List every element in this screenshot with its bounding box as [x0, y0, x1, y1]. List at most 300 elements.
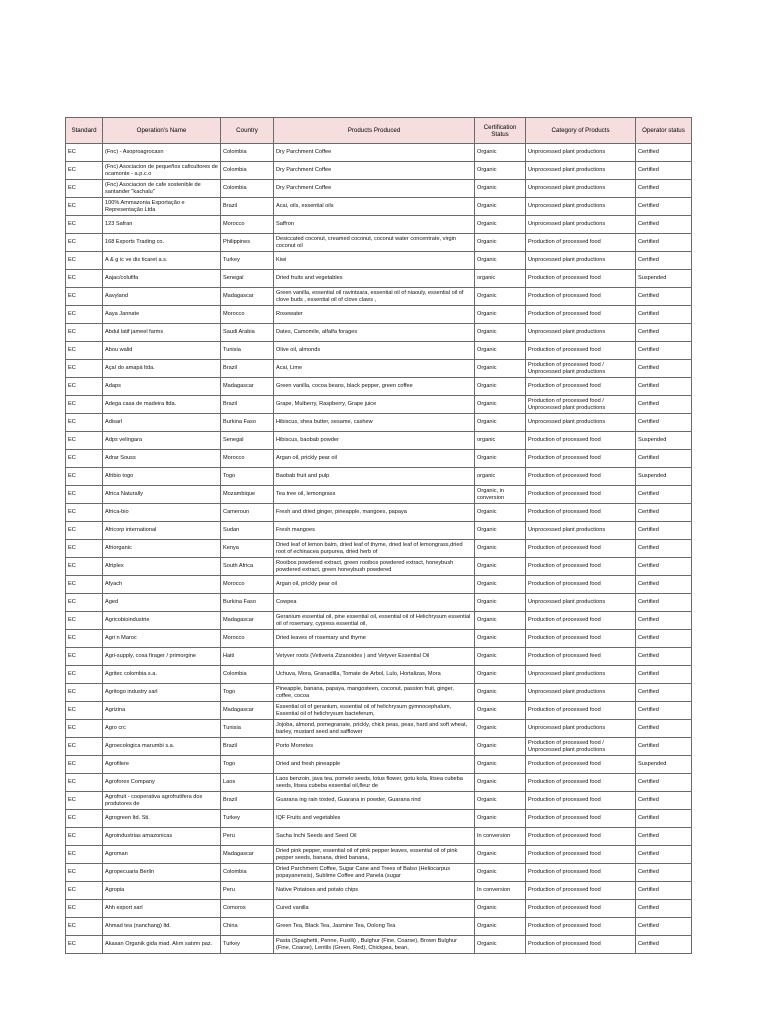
country-cell [221, 594, 274, 612]
table-row [66, 918, 692, 936]
category-cell [526, 288, 636, 306]
category-cell-text: Production of processed food [528, 563, 601, 570]
standard-cell [66, 594, 103, 612]
operator-status-cell-text: Certified [638, 329, 659, 336]
operation-name-cell-text: Agroecologica marumbi s.a. [105, 743, 175, 750]
certification-status-cell [475, 702, 526, 720]
category-cell [526, 774, 636, 792]
category-cell [526, 504, 636, 522]
category-cell [526, 360, 636, 378]
standard-cell-text: EC [68, 293, 76, 300]
country-cell-text: Togo [223, 761, 236, 768]
certification-status-cell [475, 504, 526, 522]
operator-status-cell-text: Certified [638, 671, 659, 678]
products-cell [274, 936, 475, 954]
category-cell-text: Unprocessed plant productions [528, 167, 606, 174]
category-cell [526, 270, 636, 288]
operator-status-cell-text: Certified [638, 815, 659, 822]
country-cell [221, 342, 274, 360]
operator-status-cell-text: Suspended [638, 473, 667, 480]
operation-name-cell-text: 123 Safran [105, 221, 133, 228]
certification-status-cell-text: Organic [477, 599, 497, 606]
operator-status-cell-text: Certified [638, 689, 659, 696]
certification-status-cell-text: Organic [477, 347, 497, 354]
category-cell-text: Production of processed food [528, 851, 601, 858]
country-cell [221, 918, 274, 936]
table-row [66, 468, 692, 486]
operation-name-cell-text: Ahmad tea (nanchang) ltd. [105, 923, 171, 930]
standard-cell [66, 396, 103, 414]
products-cell [274, 522, 475, 540]
standard-cell-text: EC [68, 311, 76, 318]
certification-status-cell-text: organic [477, 473, 496, 480]
standard-cell-text: EC [68, 671, 76, 678]
table-row [66, 486, 692, 504]
operation-name-cell-text: Açaí do amapá ltda. [105, 365, 155, 372]
country-cell-text: Togo [223, 689, 236, 696]
country-cell-text: South Africa [223, 563, 254, 570]
operation-name-cell [103, 234, 221, 252]
operation-name-cell-text: Adega casa de madeira ltda. [105, 401, 177, 408]
country-cell-text: Laos [223, 779, 236, 786]
country-cell-text: Tunisia [223, 725, 241, 732]
operation-name-cell [103, 180, 221, 198]
category-cell-text: Production of processed food / Unprocessed plant productions [528, 740, 606, 753]
operator-status-cell [636, 810, 692, 828]
category-cell-text: Unprocessed plant productions [528, 527, 606, 534]
country-cell [221, 432, 274, 450]
standard-cell [66, 828, 103, 846]
operator-status-cell-text: Certified [638, 635, 659, 642]
standard-cell-text: EC [68, 563, 76, 570]
operator-status-cell [636, 936, 692, 954]
category-cell-text: Production of processed food [528, 491, 601, 498]
operator-status-cell [636, 396, 692, 414]
table-body [66, 144, 692, 954]
operator-status-cell-text: Certified [638, 851, 659, 858]
category-cell [526, 828, 636, 846]
products-cell-text: Green Tea, Black Tea, Jasmine Tea, Oolong Tea [276, 923, 396, 930]
certification-status-cell-text: Organic [477, 311, 497, 318]
certification-status-cell-text: Organic [477, 527, 497, 534]
products-cell-text: Argan oil, prickly pear oil [276, 455, 337, 462]
operation-name-cell [103, 936, 221, 954]
category-cell-text: Production of processed food [528, 347, 601, 354]
products-cell-text: Acai, oils, essential oils [276, 203, 334, 210]
products-cell-text: Dry Parchment Coffee [276, 185, 332, 192]
category-cell-text: Production of processed food [528, 275, 601, 282]
products-cell [274, 378, 475, 396]
category-cell [526, 180, 636, 198]
category-cell-text: Unprocessed plant productions [528, 671, 606, 678]
standard-cell-text: EC [68, 491, 76, 498]
country-cell-text: Turkey [223, 815, 240, 822]
certification-status-cell-text: Organic [477, 221, 497, 228]
category-cell [526, 252, 636, 270]
standard-cell-text: EC [68, 599, 76, 606]
operator-status-cell [636, 198, 692, 216]
standard-cell [66, 774, 103, 792]
standard-cell-text: EC [68, 167, 76, 174]
table-row [66, 342, 692, 360]
country-cell [221, 486, 274, 504]
products-cell [274, 594, 475, 612]
operator-status-cell-text: Certified [638, 653, 659, 660]
products-cell [274, 900, 475, 918]
standard-cell-text: EC [68, 347, 76, 354]
category-cell [526, 378, 636, 396]
operator-status-cell [636, 900, 692, 918]
operator-status-cell-text: Certified [638, 707, 659, 714]
operator-status-cell [636, 828, 692, 846]
standard-cell-text: EC [68, 833, 76, 840]
certification-status-cell [475, 270, 526, 288]
table-row [66, 162, 692, 180]
table-row [66, 198, 692, 216]
operator-status-cell [636, 558, 692, 576]
certification-status-cell-text: Organic [477, 365, 497, 372]
operator-status-cell-text: Certified [638, 545, 659, 552]
country-cell-text: Brazil [223, 365, 237, 372]
table-row [66, 936, 692, 954]
country-cell [221, 522, 274, 540]
table-row [66, 540, 692, 558]
operator-status-cell-text: Certified [638, 203, 659, 210]
category-cell-text: Production of processed feed [528, 653, 601, 660]
operation-name-cell [103, 324, 221, 342]
operation-name-cell [103, 918, 221, 936]
certification-status-cell [475, 774, 526, 792]
standard-cell-text: EC [68, 275, 76, 282]
country-cell-text: Saudi Arabia [223, 329, 255, 336]
country-cell-text: Colombia [223, 185, 247, 192]
category-cell [526, 882, 636, 900]
operator-status-cell-text: Certified [638, 401, 659, 408]
category-cell-text: Unprocessed plant productions [528, 689, 606, 696]
country-cell-text: Philippines [223, 239, 251, 246]
certification-status-cell-text: Organic [477, 455, 497, 462]
certification-status-cell-text: Organic [477, 923, 497, 930]
operator-status-cell [636, 180, 692, 198]
operator-status-cell [636, 882, 692, 900]
certification-status-cell [475, 342, 526, 360]
category-cell [526, 864, 636, 882]
operation-name-cell-text: Adps velingara [105, 437, 143, 444]
country-cell-text: Morocco [223, 635, 245, 642]
products-cell-text: Desiccated coconut, creamed coconut, coconut water concentrate, virgin coconut oil [276, 236, 457, 249]
certification-status-cell-text: Organic [477, 851, 497, 858]
operator-status-cell [636, 594, 692, 612]
products-cell-text: Cowpea [276, 599, 297, 606]
products-cell-text: Grape, Mulberry, Raspberry, Grape juice [276, 401, 377, 408]
category-cell [526, 918, 636, 936]
certification-status-cell-text: Organic [477, 581, 497, 588]
category-cell-text: Production of processed food [528, 311, 601, 318]
standard-cell-text: EC [68, 743, 76, 750]
certification-status-cell [475, 396, 526, 414]
products-cell [274, 684, 475, 702]
country-cell-text: Morocco [223, 311, 245, 318]
country-cell-text: Cameroun [223, 509, 250, 516]
standard-cell [66, 468, 103, 486]
certification-status-cell [475, 882, 526, 900]
operator-status-cell-text: Suspended [638, 761, 667, 768]
certification-status-cell-text: Organic [477, 761, 497, 768]
products-cell-text: Fresh mangoes [276, 527, 315, 534]
operator-status-cell [636, 774, 692, 792]
products-cell-text: Cured vanilla [276, 905, 309, 912]
operator-status-cell [636, 864, 692, 882]
table-row [66, 648, 692, 666]
table-row [66, 504, 692, 522]
products-cell-text: Rooibos powdered extract, green rooibos powdered extract, honeybush powdered extract, green honeybush powdered [276, 560, 454, 573]
products-cell-text: Dates, Camomile, alfalfa forages [276, 329, 358, 336]
table-row [66, 864, 692, 882]
certification-status-cell [475, 180, 526, 198]
certification-status-cell-text: Organic [477, 653, 497, 660]
standard-cell [66, 900, 103, 918]
operation-name-cell-text: Africorp international [105, 527, 157, 534]
products-cell [274, 810, 475, 828]
certification-status-cell-text: Organic [477, 383, 497, 390]
country-cell [221, 162, 274, 180]
certification-status-cell [475, 540, 526, 558]
products-cell [274, 666, 475, 684]
country-cell-text: Brazil [223, 401, 237, 408]
operation-name-cell [103, 432, 221, 450]
operator-status-cell-text: Certified [638, 527, 659, 534]
operation-name-cell [103, 666, 221, 684]
standard-cell-text: EC [68, 869, 76, 876]
operator-status-cell-text: Certified [638, 383, 659, 390]
operator-status-cell [636, 504, 692, 522]
standard-cell [66, 360, 103, 378]
products-cell [274, 396, 475, 414]
category-cell-text: Production of processed food [528, 293, 601, 300]
certification-status-cell [475, 306, 526, 324]
table-row [66, 270, 692, 288]
standard-cell-text: EC [68, 365, 76, 372]
table-row [66, 594, 692, 612]
category-cell [526, 540, 636, 558]
country-cell [221, 216, 274, 234]
operation-name-cell-text: Adrar Souss [105, 455, 136, 462]
operation-name-cell [103, 792, 221, 810]
standard-cell-text: EC [68, 509, 76, 516]
category-cell [526, 324, 636, 342]
country-cell-text: Madagascar [223, 293, 254, 300]
standard-cell-text: EC [68, 383, 76, 390]
certification-status-cell-text: Organic [477, 185, 497, 192]
country-cell [221, 504, 274, 522]
country-cell [221, 144, 274, 162]
operator-status-cell [636, 576, 692, 594]
products-cell-text: Uchuva, Mora, Granadilla, Tomate de Árbol, Lulo, Hortalizas, Mora [276, 671, 441, 678]
certification-status-cell-text: Organic [477, 905, 497, 912]
operation-name-cell [103, 756, 221, 774]
country-cell-text: Senegal [223, 437, 244, 444]
operation-name-cell-text: Afriorganic [105, 545, 132, 552]
operator-status-cell-text: Certified [638, 725, 659, 732]
operator-status-cell [636, 414, 692, 432]
category-cell [526, 306, 636, 324]
operator-status-cell [636, 162, 692, 180]
products-cell-text: Guarana ing rain tosted, Guarana in powder, Guarana rind [276, 797, 421, 804]
operator-status-cell-text: Certified [638, 293, 659, 300]
category-cell-text: Unprocessed plant productions [528, 221, 606, 228]
country-cell [221, 306, 274, 324]
operation-name-cell-text: Agro crc [105, 725, 126, 732]
standard-cell [66, 234, 103, 252]
products-cell-text: Green vanilla, essential oil ravintsara, essential oil of niaouly, essential oil of clove buds , essential oil of clove claws , [276, 290, 464, 303]
category-cell-text: Production of processed food [528, 545, 601, 552]
products-cell [274, 882, 475, 900]
certification-status-cell [475, 864, 526, 882]
category-cell [526, 612, 636, 630]
header-standard: Standard [66, 118, 103, 144]
certification-status-cell [475, 414, 526, 432]
country-cell [221, 612, 274, 630]
country-cell-text: Haiti [223, 653, 235, 660]
operation-name-cell-text: Agritec colombia s.a. [105, 671, 157, 678]
standard-cell [66, 702, 103, 720]
category-cell [526, 576, 636, 594]
operator-status-cell-text: Certified [638, 149, 659, 156]
certification-status-cell [475, 828, 526, 846]
operation-name-cell-text: Africa-bio [105, 509, 129, 516]
category-cell [526, 630, 636, 648]
operation-name-cell [103, 720, 221, 738]
products-cell [274, 216, 475, 234]
standard-cell-text: EC [68, 257, 76, 264]
operator-status-cell-text: Certified [638, 167, 659, 174]
certification-status-cell-text: Organic [477, 869, 497, 876]
certification-status-cell-text: Organic [477, 203, 497, 210]
operation-name-cell [103, 738, 221, 756]
header-country: Country [221, 118, 274, 144]
products-cell-text: Pineapple, banana, papaya, mangosteen, coconut, passion fruit, ginger, coffee, cocoa [276, 686, 454, 699]
operation-name-cell-text: Agropecuaria Berlin [105, 869, 155, 876]
standard-cell-text: EC [68, 923, 76, 930]
products-cell [274, 486, 475, 504]
standard-cell-text: EC [68, 419, 76, 426]
products-cell [274, 432, 475, 450]
country-cell [221, 378, 274, 396]
operation-name-cell [103, 450, 221, 468]
products-cell-text: Fresh and dried ginger, pineapple, mangoes, papaya [276, 509, 407, 516]
standard-cell [66, 198, 103, 216]
operator-status-cell [636, 378, 692, 396]
certification-status-cell-text: Organic [477, 563, 497, 570]
certification-status-cell [475, 612, 526, 630]
table-row [66, 378, 692, 396]
table-row [66, 360, 692, 378]
operator-status-cell-text: Certified [638, 779, 659, 786]
products-cell [274, 198, 475, 216]
operation-name-cell [103, 414, 221, 432]
operator-status-cell-text: Certified [638, 923, 659, 930]
certification-status-cell [475, 252, 526, 270]
certification-status-cell [475, 144, 526, 162]
operation-name-cell-text: 168 Exports Trading co. [105, 239, 165, 246]
operation-name-cell-text: 100% Ammazonia Exportação e Representação Ltda [105, 200, 185, 213]
table-row [66, 396, 692, 414]
certification-status-cell [475, 486, 526, 504]
operation-name-cell-text: Afyach [105, 581, 123, 588]
products-cell [274, 468, 475, 486]
certification-status-cell-text: Organic [477, 545, 497, 552]
operation-name-cell-text: Adisarl [105, 419, 123, 426]
category-cell-text: Unprocessed plant productions [528, 149, 606, 156]
operator-status-cell-text: Certified [638, 509, 659, 516]
standard-cell-text: EC [68, 689, 76, 696]
products-cell-text: Green vanilla, cocoa beans, black pepper, green coffee [276, 383, 413, 390]
operation-name-cell-text: Aged [105, 599, 119, 606]
standard-cell-text: EC [68, 329, 76, 336]
operation-name-cell [103, 540, 221, 558]
category-cell [526, 144, 636, 162]
certification-status-cell-text: Organic [477, 635, 497, 642]
category-cell-text: Production of processed food [528, 239, 601, 246]
standard-cell [66, 414, 103, 432]
operation-name-cell [103, 486, 221, 504]
operation-name-cell [103, 198, 221, 216]
certification-status-cell [475, 468, 526, 486]
operation-name-cell [103, 900, 221, 918]
standard-cell [66, 846, 103, 864]
country-cell [221, 630, 274, 648]
operation-name-cell [103, 558, 221, 576]
standard-cell-text: EC [68, 887, 76, 894]
products-cell-text: Porto Morretes [276, 743, 313, 750]
operator-status-cell-text: Certified [638, 239, 659, 246]
certification-status-cell [475, 576, 526, 594]
operator-status-cell [636, 684, 692, 702]
standard-cell [66, 756, 103, 774]
operation-name-cell [103, 468, 221, 486]
products-cell-text: Dry Parchment Coffee [276, 167, 332, 174]
products-cell [274, 846, 475, 864]
products-cell-text: Geranium essential oil, pine essential oil, essential oil of Helichrysum essential oil of rosemary, cypress essential oil, [276, 614, 471, 627]
operator-status-cell-text: Certified [638, 455, 659, 462]
products-cell-text: Olive oil, almonds [276, 347, 321, 354]
certification-status-cell [475, 756, 526, 774]
standard-cell-text: EC [68, 653, 76, 660]
standard-cell [66, 648, 103, 666]
operation-name-cell [103, 360, 221, 378]
operator-status-cell-text: Certified [638, 347, 659, 354]
operation-name-cell-text: Agrofruit - cooperativa agrofrutifera dos produtores de [105, 794, 203, 807]
certification-status-cell-text: Organic [477, 401, 497, 408]
country-cell [221, 936, 274, 954]
certification-status-cell [475, 936, 526, 954]
certification-status-cell-text: Organic, in conversion [477, 488, 505, 501]
country-cell [221, 882, 274, 900]
standard-cell-text: EC [68, 527, 76, 534]
products-cell [274, 720, 475, 738]
table-row [66, 252, 692, 270]
standard-cell [66, 432, 103, 450]
certification-status-cell [475, 684, 526, 702]
operation-name-cell-text: A & g ic ve dis ticaret a.s. [105, 257, 168, 264]
table-row [66, 684, 692, 702]
standard-cell-text: EC [68, 779, 76, 786]
category-cell-text: Production of processed food [528, 761, 601, 768]
country-cell [221, 414, 274, 432]
category-cell-text: Production of processed food [528, 941, 601, 948]
table-row [66, 738, 692, 756]
certification-status-cell-text: Organic [477, 419, 497, 426]
